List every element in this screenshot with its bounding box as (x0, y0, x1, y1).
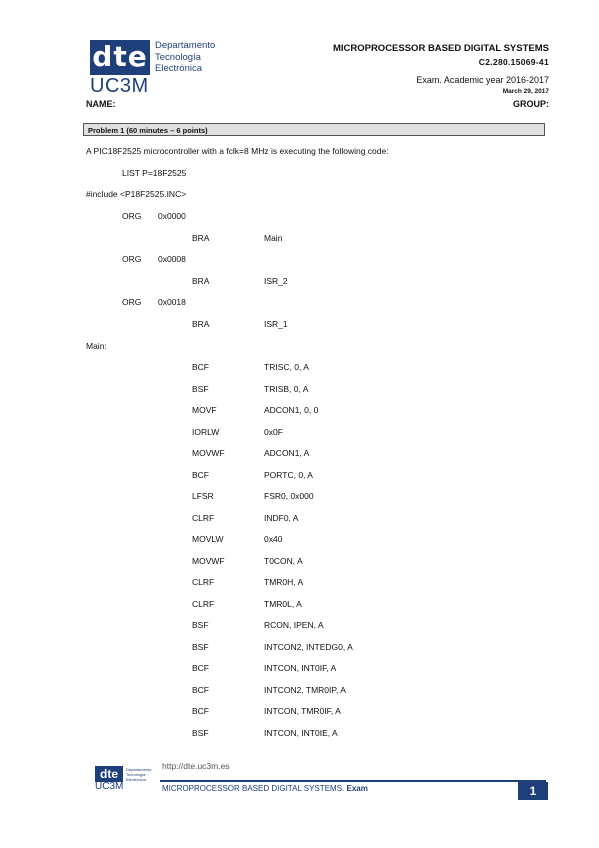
code-operand: ADCON1, 0, 0 (264, 405, 319, 415)
code-mnemonic: LFSR (192, 491, 214, 501)
code-mnemonic: CLRF (192, 512, 215, 523)
code-mnemonic: IORLW (192, 426, 220, 437)
problem-heading: Problem 1 (60 minutes – 6 points) (83, 123, 545, 136)
course-code: C2.280.15069-41 (478, 57, 549, 67)
code-mnemonic: BRA (192, 233, 210, 243)
footer-course-name: MICROPROCESSOR BASED DIGITAL SYSTEMS. (162, 784, 345, 793)
footer-divider (160, 780, 546, 782)
code-mnemonic: CLRF (192, 577, 215, 587)
code-operand: 0x0000 (158, 211, 186, 221)
dept-line-3: Electrónica (155, 63, 202, 74)
exam-date: March 29, 2017 (502, 88, 549, 95)
code-operand: RCON, IPEN, A (264, 620, 324, 630)
code-operand: FSR0, 0x000 (264, 491, 314, 501)
code-operand: INTCON, INT0IE, A (264, 727, 338, 738)
footer-dte-logo: dte (95, 766, 123, 782)
code-operand: INDF0, A (264, 512, 299, 523)
code-operand: 0x0008 (158, 254, 186, 264)
code-operand: 0x0F (264, 426, 283, 437)
group-label: GROUP: (513, 99, 549, 109)
problem-intro: A PIC18F2525 microcontroller with a fclk=8 MHz is executing the following code: (86, 146, 389, 156)
code-mnemonic: BRA (192, 319, 210, 329)
name-label: NAME: (86, 99, 116, 109)
code-operand: INTCON, TMR0IF, A (264, 706, 341, 716)
footer-dept-line-3: Electrónica (126, 777, 146, 782)
footer-uc3m-logo: UC3M (95, 781, 124, 792)
code-operand: PORTC, 0, A (264, 469, 313, 480)
code-mnemonic: MOVF (192, 405, 217, 415)
footer-dept-line-1: Departamento (126, 767, 152, 772)
code-operand: ISR_1 (264, 319, 288, 329)
code-operand: 0x40 (264, 534, 283, 544)
code-operand: INTCON2, TMR0IP, A (264, 684, 346, 695)
code-mnemonic: BCF (192, 469, 209, 480)
code-mnemonic: BCF (192, 706, 209, 716)
footer-course (162, 784, 368, 793)
code-mnemonic: LIST P=18F2525 (122, 168, 187, 178)
code-mnemonic: BSF (192, 383, 209, 394)
code-mnemonic: ORG (122, 254, 142, 264)
code-mnemonic: #include <P18F2525.INC> (86, 189, 187, 199)
footer-dept-line-2: Tecnología (126, 772, 146, 777)
exam-year: Exam. Academic year 2016-2017 (416, 75, 549, 85)
code-operand: ADCON1, A (264, 448, 310, 458)
dte-logo: dte (90, 40, 150, 75)
code-mnemonic: BRA (192, 276, 210, 286)
code-operand: TMR0H, A (264, 577, 304, 587)
page-number: 1 (518, 782, 548, 800)
code-operand: INTCON2, INTEDG0, A (264, 641, 353, 652)
code-mnemonic: ORG (122, 211, 142, 221)
department-name (155, 40, 215, 75)
footer-department-name (126, 767, 151, 782)
footer-url-link[interactable]: http://dte.uc3m.es (162, 761, 230, 771)
code-mnemonic: BSF (192, 727, 209, 738)
code-operand: Main (264, 233, 283, 243)
code-operand: TRISB, 0, A (264, 383, 309, 394)
course-title: MICROPROCESSOR BASED DIGITAL SYSTEMS (332, 43, 549, 54)
code-operand: TRISC, 0, A (264, 362, 309, 372)
code-mnemonic: MOVLW (192, 534, 224, 544)
uc3m-logo: UC3M (90, 75, 149, 97)
footer-doc-type: Exam (346, 784, 368, 793)
dept-line-1: Departamento (155, 40, 216, 51)
code-mnemonic: MOVWF (192, 555, 225, 566)
dept-line-2: Tecnología (155, 51, 201, 63)
code-operand: T0CON, A (264, 555, 303, 566)
code-operand: 0x0018 (158, 297, 186, 307)
code-mnemonic: Main: (86, 341, 107, 351)
code-operand: TMR0L, A (264, 598, 302, 609)
code-mnemonic: ORG (122, 297, 142, 307)
code-mnemonic: BCF (192, 684, 209, 695)
code-operand: INTCON, INT0IF, A (264, 663, 337, 673)
code-mnemonic: BCF (192, 663, 209, 673)
code-operand: ISR_2 (264, 276, 288, 286)
code-mnemonic: CLRF (192, 598, 215, 609)
code-mnemonic: MOVWF (192, 448, 225, 458)
code-mnemonic: BCF (192, 362, 209, 372)
code-mnemonic: BSF (192, 620, 209, 630)
code-mnemonic: BSF (192, 641, 209, 652)
